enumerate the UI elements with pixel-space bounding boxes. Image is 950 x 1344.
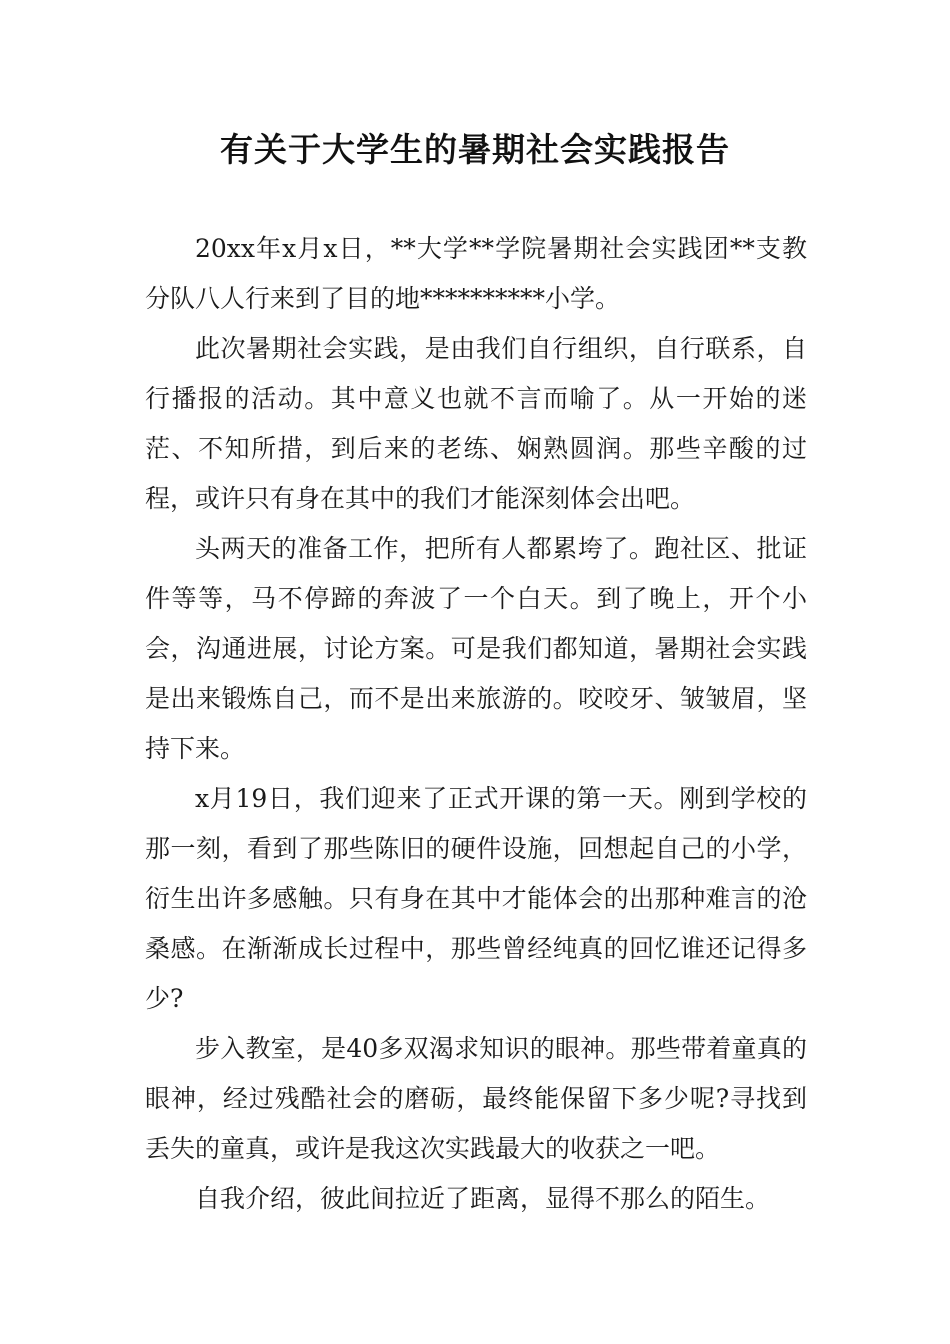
paragraph-3: 头两天的准备工作，把所有人都累垮了。跑社区、批证件等等，马不停蹄的奔波了一个白天。到了晚上，开个小会，沟通进展，讨论方案。可是我们都知道，暑期社会实践是出来锻炼自己，而不是出来旅游的。咬咬牙、皱皱眉，坚持下来。 xyxy=(145,534,807,763)
paragraph-5: 步入教室，是40多双渴求知识的眼神。那些带着童真的眼神，经过残酷社会的磨砺，最终能保留下多少呢?寻找到丢失的童真，或许是我这次实践最大的收获之一吧。 xyxy=(145,1034,807,1163)
document-title: 有关于大学生的暑期社会实践报告 xyxy=(220,130,730,169)
paragraph-1: 20xx年x月x日，**大学**学院暑期社会实践团**支教分队八人行来到了目的地**********小学。 xyxy=(145,234,807,313)
paragraph-2: 此次暑期社会实践，是由我们自行组织，自行联系，自行播报的活动。其中意义也就不言而喻了。从一开始的迷茫、不知所措，到后来的老练、娴熟圆润。那些辛酸的过程，或许只有身在其中的我们才能深刻体会出吧。 xyxy=(145,334,807,513)
document-body xyxy=(145,224,807,1224)
paragraph-6: 自我介绍，彼此间拉近了距离，显得不那么的陌生。 xyxy=(195,1184,771,1213)
paragraph-4: x月19日，我们迎来了正式开课的第一天。刚到学校的那一刻，看到了那些陈旧的硬件设施，回想起自己的小学，衍生出许多感触。只有身在其中才能体会的出那种难言的沧桑感。在渐渐成长过程中，那些曾经纯真的回忆谁还记得多少? xyxy=(145,784,807,1013)
